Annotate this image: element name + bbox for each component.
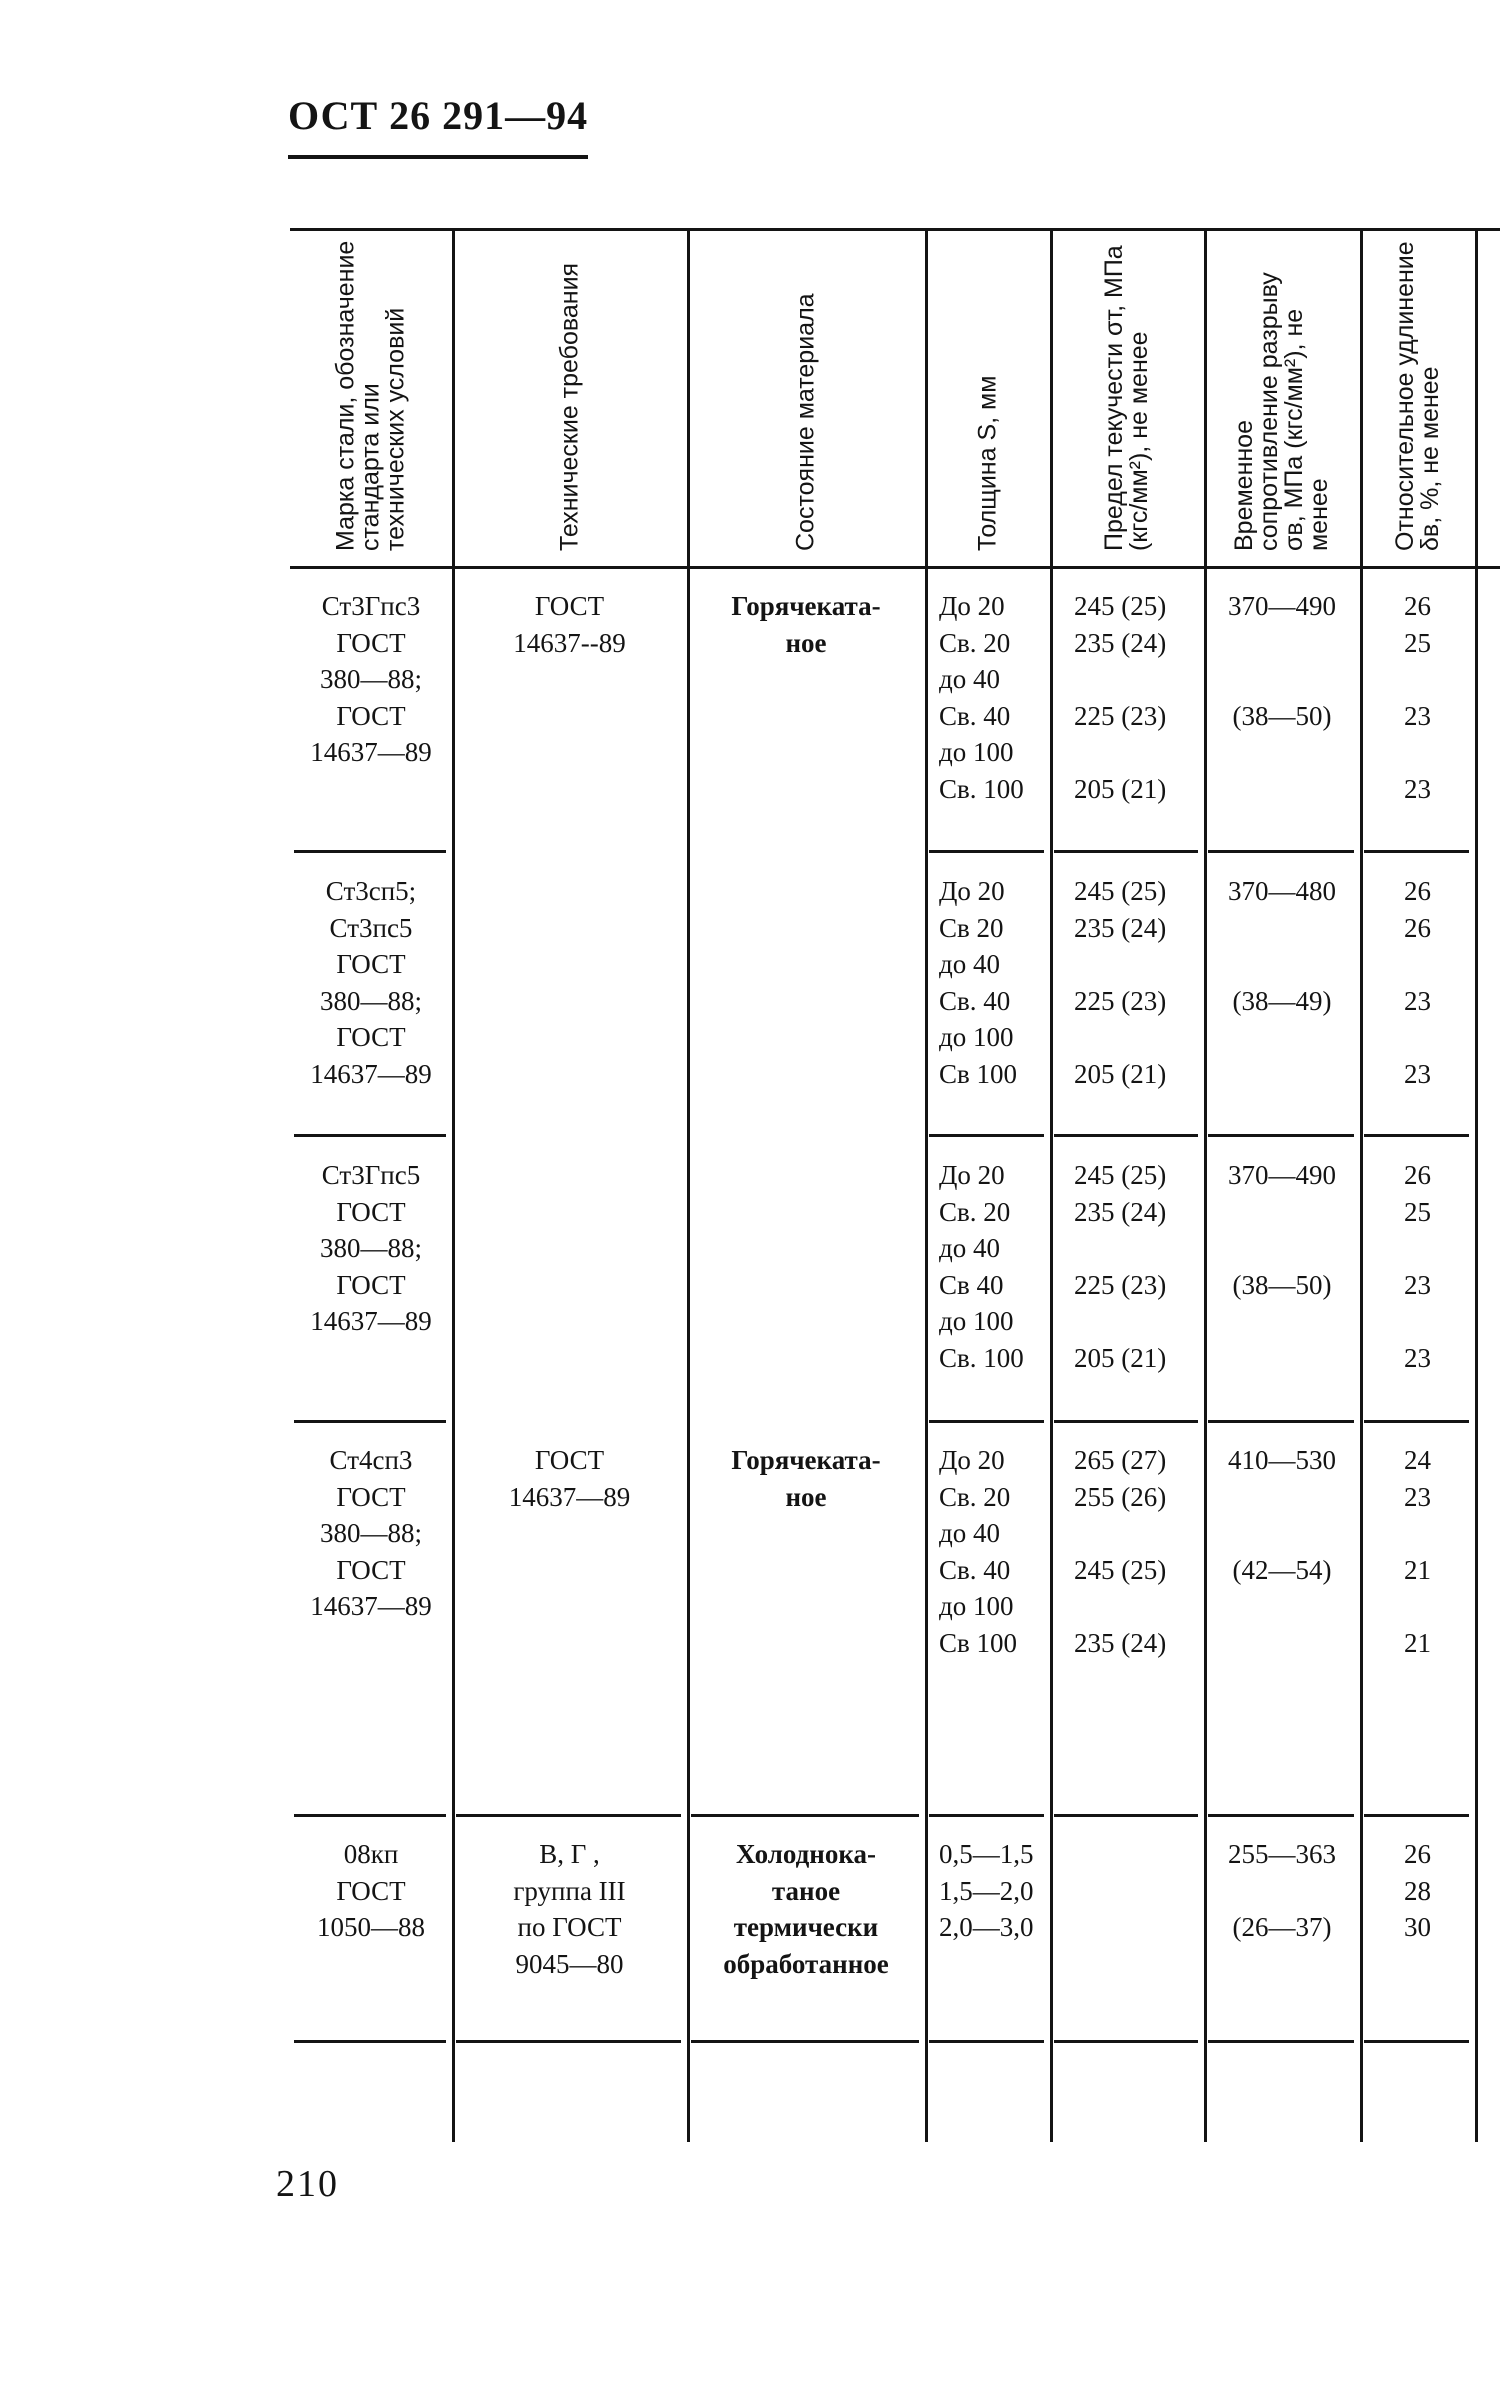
row-separator <box>294 1814 446 1817</box>
table-cell-line <box>1074 1303 1200 1340</box>
table-cell-line: 245 (25) <box>1074 1160 1167 1190</box>
table-cell-line: Св. 100 <box>939 773 1024 804</box>
column-header-label: Марка стали, обозначение стандарта или технических условий <box>331 240 410 551</box>
table-cell-line: 14637—89 <box>310 1058 432 1089</box>
table-cell-line: 23 <box>1404 773 1431 804</box>
column-separator <box>1050 228 1053 2142</box>
table-cell-line: 14637—89 <box>310 737 432 767</box>
table-cell-line: Ст3пс5 <box>329 912 413 943</box>
table-cell-line: (26—37) <box>1232 1912 1332 1942</box>
table-cell-elongation <box>1366 1442 1469 1661</box>
table-cell-requirements <box>458 1442 681 1515</box>
row-separator <box>456 1814 681 1817</box>
table-cell-line: 1,5—2,0 <box>939 1875 1034 1906</box>
row-separator <box>691 1814 919 1817</box>
row-separator <box>1364 1814 1469 1817</box>
page-header: ОСТ 26 291—94 <box>288 92 588 159</box>
row-separator <box>929 2040 1044 2043</box>
table-cell-line: Св 100 <box>939 1627 1018 1658</box>
table-cell-line <box>1366 661 1469 698</box>
table-cell-line: по ГОСТ <box>517 1912 622 1942</box>
table-cell-line: термически <box>733 1912 879 1942</box>
table-cell-yield <box>1074 873 1200 1092</box>
table-cell-line: 14637—89 <box>310 1591 432 1621</box>
table-cell-line: 14637—89 <box>508 1481 631 1512</box>
table-cell-state <box>693 1442 919 1515</box>
table-cell-line: 380—88; <box>319 664 422 694</box>
table-cell-line: 245 (25) <box>1074 591 1167 621</box>
table-cell-elongation <box>1366 873 1469 1092</box>
row-separator <box>294 2040 446 2043</box>
table-cell-line: (38—50) <box>1232 700 1332 731</box>
table-cell-line: 9045—80 <box>515 1948 624 1979</box>
column-header <box>1054 234 1200 556</box>
table-top-rule <box>290 228 1500 231</box>
table-cell-line: В, Г , <box>539 1839 600 1869</box>
row-separator <box>1208 1814 1354 1817</box>
table-cell-thickness <box>939 1836 1048 1946</box>
row-separator <box>1054 2040 1198 2043</box>
table-cell-line <box>1366 1303 1469 1340</box>
table-cell-line: 24 <box>1404 1445 1431 1475</box>
table-cell-line: Холоднока- <box>735 1839 877 1869</box>
column-separator <box>452 228 455 2142</box>
table-cell-line <box>1366 1230 1469 1267</box>
table-cell-line: (42—54) <box>1232 1554 1332 1585</box>
table-cell-thickness <box>939 1157 1048 1376</box>
table-cell-line: 380—88; <box>319 1233 422 1263</box>
row-separator <box>294 850 446 853</box>
table-cell-line: Горячеката- <box>731 1445 881 1475</box>
table-cell-line <box>1074 1230 1200 1267</box>
table-cell-line <box>1210 1194 1354 1231</box>
table-cell-line: до 40 <box>939 949 1000 979</box>
table-cell-line: 25 <box>1404 1196 1431 1227</box>
table-cell-requirements <box>458 588 681 661</box>
table-cell-line: 380—88; <box>319 985 422 1016</box>
table-cell-line: 255 (26) <box>1074 1481 1167 1512</box>
column-header-label: Толщина S, мм <box>973 375 1001 551</box>
table-cell-tensile <box>1210 1836 1354 1946</box>
table-cell-line: 225 (23) <box>1074 985 1167 1016</box>
row-separator <box>1208 850 1354 853</box>
table-cell-line: Св. 40 <box>939 1554 1011 1585</box>
table-cell-line: 23 <box>1404 1481 1431 1512</box>
table-cell-line: ГОСТ <box>336 1875 406 1906</box>
table-cell-grade <box>296 1836 446 1946</box>
table-cell-line: Св. 40 <box>939 700 1011 731</box>
table-cell-elongation <box>1366 588 1469 807</box>
row-separator <box>294 1134 446 1137</box>
table-cell-line <box>1366 1588 1469 1625</box>
row-separator <box>929 1134 1044 1137</box>
table-cell-state <box>693 1836 919 1982</box>
table-cell-line: 235 (24) <box>1074 1196 1167 1227</box>
table-cell-line <box>1074 734 1200 771</box>
table-cell-yield <box>1074 1836 1200 1946</box>
table-cell-line: 205 (21) <box>1074 1058 1167 1089</box>
table-cell-line: ное <box>785 627 827 658</box>
table-cell-line <box>1210 1515 1354 1552</box>
column-header-label: Технические требования <box>555 262 583 551</box>
table-cell-line: ГОСТ <box>336 1196 406 1227</box>
table-cell-thickness <box>939 588 1048 807</box>
table-cell-line: До 20 <box>939 591 1005 621</box>
table-cell-line: до 40 <box>939 664 1000 694</box>
column-header-label: Состояние материала <box>791 293 820 551</box>
table-cell-line: Св 100 <box>939 1058 1018 1089</box>
table-cell-line: ГОСТ <box>336 1554 406 1585</box>
table-cell-line: 380—88; <box>319 1518 422 1548</box>
table-cell-line: ГОСТ <box>534 1445 605 1475</box>
table-cell-line <box>1210 1625 1354 1662</box>
table-cell-line: до 100 <box>939 737 1014 767</box>
header-bottom-rule <box>290 566 1500 569</box>
table-cell-line: 225 (23) <box>1074 700 1167 731</box>
column-header-label: Предел текучести σт, МПа (кгс/мм²), не менее <box>1100 245 1153 551</box>
row-separator <box>1364 2040 1469 2043</box>
row-separator <box>1208 1420 1354 1423</box>
table-cell-line <box>1074 1515 1200 1552</box>
table-cell-line: 25 <box>1404 627 1431 658</box>
table-cell-line: ГОСТ <box>336 1481 406 1512</box>
table-cell-line: 370—490 <box>1228 591 1336 621</box>
table-cell-line: 26 <box>1404 1160 1431 1190</box>
table-cell-line: 23 <box>1404 1058 1431 1089</box>
table-cell-line: 205 (21) <box>1074 1342 1167 1373</box>
table-cell-line: 370—490 <box>1228 1160 1336 1190</box>
table-cell-line: 26 <box>1404 912 1431 943</box>
table-cell-yield <box>1074 588 1200 807</box>
row-separator <box>929 850 1044 853</box>
row-separator <box>1364 850 1469 853</box>
table-cell-line: ГОСТ <box>336 1022 406 1052</box>
table-cell-thickness <box>939 873 1048 1092</box>
table-cell-line <box>1210 1056 1354 1093</box>
column-separator <box>1204 228 1207 2142</box>
table-cell-line <box>1210 625 1354 662</box>
table-cell-line <box>1366 1515 1469 1552</box>
table-cell-thickness <box>939 1442 1048 1661</box>
table-cell-line <box>1210 771 1354 808</box>
column-header-label: Временное сопротивление разрыву σв, МПа (кгс/мм²), не менее <box>1230 272 1333 551</box>
table-cell-line: 26 <box>1404 876 1431 906</box>
table-cell-line: до 40 <box>939 1233 1000 1263</box>
table-cell-line: 2,0—3,0 <box>939 1912 1034 1942</box>
table-cell-line: 30 <box>1404 1912 1431 1942</box>
table-cell-line <box>1366 1019 1469 1056</box>
row-separator <box>1208 2040 1354 2043</box>
table-cell-line: Св. 20 <box>939 627 1011 658</box>
table-cell-elongation <box>1366 1157 1469 1376</box>
table-cell-line: Ст3Гпс3 <box>321 591 421 621</box>
table-cell-line: 370—480 <box>1228 876 1336 906</box>
row-separator <box>294 1420 446 1423</box>
table-cell-line: Св. 20 <box>939 1196 1011 1227</box>
table-cell-line <box>1074 1588 1200 1625</box>
table-cell-line: 225 (23) <box>1074 1269 1167 1300</box>
column-header <box>1208 234 1356 556</box>
table-cell-line: 245 (25) <box>1074 1554 1167 1585</box>
table-cell-line: Св. 100 <box>939 1342 1024 1373</box>
table-cell-tensile <box>1210 1157 1354 1376</box>
table-cell-state <box>693 588 919 661</box>
table-cell-line: 235 (24) <box>1074 912 1167 943</box>
row-separator <box>929 1814 1044 1817</box>
table-cell-tensile <box>1210 588 1354 807</box>
table-cell-line: Горячеката- <box>731 591 881 621</box>
table-cell-line: 1050—88 <box>317 1912 425 1942</box>
table-cell-line: 21 <box>1404 1627 1431 1658</box>
table-cell-line: ГОСТ <box>534 591 605 621</box>
table-cell-line <box>1210 1873 1354 1910</box>
table-cell-line: До 20 <box>939 876 1005 906</box>
table-cell-line <box>1210 661 1354 698</box>
table-cell-line <box>1074 946 1200 983</box>
table-cell-grade <box>296 873 446 1092</box>
column-header <box>294 234 448 556</box>
row-separator <box>1364 1420 1469 1423</box>
row-separator <box>1054 1814 1198 1817</box>
table-cell-line: 0,5—1,5 <box>939 1839 1034 1869</box>
table-cell-line <box>1210 1588 1354 1625</box>
table-cell-line <box>1210 910 1354 947</box>
column-header <box>691 234 921 556</box>
table-cell-line: 23 <box>1404 700 1431 731</box>
row-separator <box>929 1420 1044 1423</box>
column-separator <box>687 228 690 2142</box>
table-cell-line <box>1210 946 1354 983</box>
table-cell-yield <box>1074 1442 1200 1661</box>
table-cell-line: 265 (27) <box>1074 1445 1167 1475</box>
table-cell-line <box>1366 734 1469 771</box>
table-cell-line: до 40 <box>939 1518 1000 1548</box>
table-cell-line: 21 <box>1404 1554 1431 1585</box>
column-separator <box>1475 228 1478 2142</box>
table-cell-line: Ст3Гпс5 <box>321 1160 421 1190</box>
table-cell-line <box>1074 1909 1200 1946</box>
column-separator <box>1360 228 1363 2142</box>
table-cell-line: 26 <box>1404 591 1431 621</box>
table-cell-line <box>1210 1230 1354 1267</box>
table-cell-line: До 20 <box>939 1160 1005 1190</box>
table-cell-line: (38—49) <box>1232 985 1332 1016</box>
table-cell-line <box>1210 1340 1354 1377</box>
row-separator <box>1054 850 1198 853</box>
table-cell-line: ГОСТ <box>336 700 406 731</box>
table-cell-line: ГОСТ <box>336 1269 406 1300</box>
table-cell-line: 410—530 <box>1228 1445 1336 1475</box>
row-separator <box>691 2040 919 2043</box>
table-cell-line <box>1366 946 1469 983</box>
table-cell-line: группа III <box>513 1875 626 1906</box>
table-cell-line: до 100 <box>939 1306 1014 1336</box>
table-cell-tensile <box>1210 1442 1354 1661</box>
table-cell-requirements <box>458 1836 681 1982</box>
table-cell-line: до 100 <box>939 1022 1014 1052</box>
row-separator <box>456 2040 681 2043</box>
column-separator <box>925 228 928 2142</box>
table-cell-line: 245 (25) <box>1074 876 1167 906</box>
column-header-label: Относительное удлинение δв, %, не менее <box>1390 241 1444 551</box>
table-cell-line: ГОСТ <box>336 627 406 658</box>
table-cell-line: Св 20 <box>939 912 1004 943</box>
row-separator <box>1364 1134 1469 1137</box>
column-header <box>929 234 1046 556</box>
row-separator <box>1208 1134 1354 1137</box>
table-cell-yield <box>1074 1157 1200 1376</box>
table-cell-line: 14637—89 <box>310 1306 432 1336</box>
table-cell-grade <box>296 588 446 771</box>
table-cell-line: Св. 20 <box>939 1481 1011 1512</box>
column-header <box>456 234 683 556</box>
table-cell-line: До 20 <box>939 1445 1005 1475</box>
table-cell-line: 14637--89 <box>513 627 626 658</box>
table-cell-line <box>1210 734 1354 771</box>
table-cell-line: ГОСТ <box>336 949 406 979</box>
table-cell-line: ное <box>785 1481 827 1512</box>
table-cell-line: 23 <box>1404 985 1431 1016</box>
row-separator <box>1054 1420 1198 1423</box>
table-cell-line: Св. 40 <box>939 985 1011 1016</box>
table-cell-line: 205 (21) <box>1074 773 1167 804</box>
table-cell-line: 255—363 <box>1228 1839 1336 1869</box>
column-header <box>1364 234 1471 556</box>
table-cell-line: 08кп <box>343 1839 399 1869</box>
table-cell-grade <box>296 1157 446 1340</box>
table-cell-elongation <box>1366 1836 1469 1946</box>
table-cell-line: 235 (24) <box>1074 627 1167 658</box>
table-cell-line <box>1210 1019 1354 1056</box>
table-cell-line: до 100 <box>939 1591 1014 1621</box>
table-cell-line: 23 <box>1404 1342 1431 1373</box>
table-cell-grade <box>296 1442 446 1625</box>
page-number: 210 <box>276 2163 339 2205</box>
table-cell-line <box>1210 1479 1354 1516</box>
table-cell-line: 235 (24) <box>1074 1627 1167 1658</box>
table-cell-line: Ст3сп5; <box>325 876 417 906</box>
table-cell-line: (38—50) <box>1232 1269 1332 1300</box>
table-cell-line: 26 <box>1404 1839 1431 1869</box>
table-cell-line: 23 <box>1404 1269 1431 1300</box>
table-cell-line: Ст4сп3 <box>329 1445 413 1475</box>
table-cell-line <box>1074 1019 1200 1056</box>
row-separator <box>1054 1134 1198 1137</box>
table-cell-tensile <box>1210 873 1354 1092</box>
table-cell-line: 28 <box>1404 1875 1431 1906</box>
table-cell-line <box>1210 1303 1354 1340</box>
table-cell-line: обработанное <box>723 1948 889 1979</box>
table-cell-line: таное <box>771 1875 841 1906</box>
table-cell-line: Св 40 <box>939 1269 1004 1300</box>
table-cell-line <box>1074 1873 1200 1910</box>
table-cell-line <box>1074 661 1200 698</box>
table-cell-line <box>1074 1836 1200 1873</box>
